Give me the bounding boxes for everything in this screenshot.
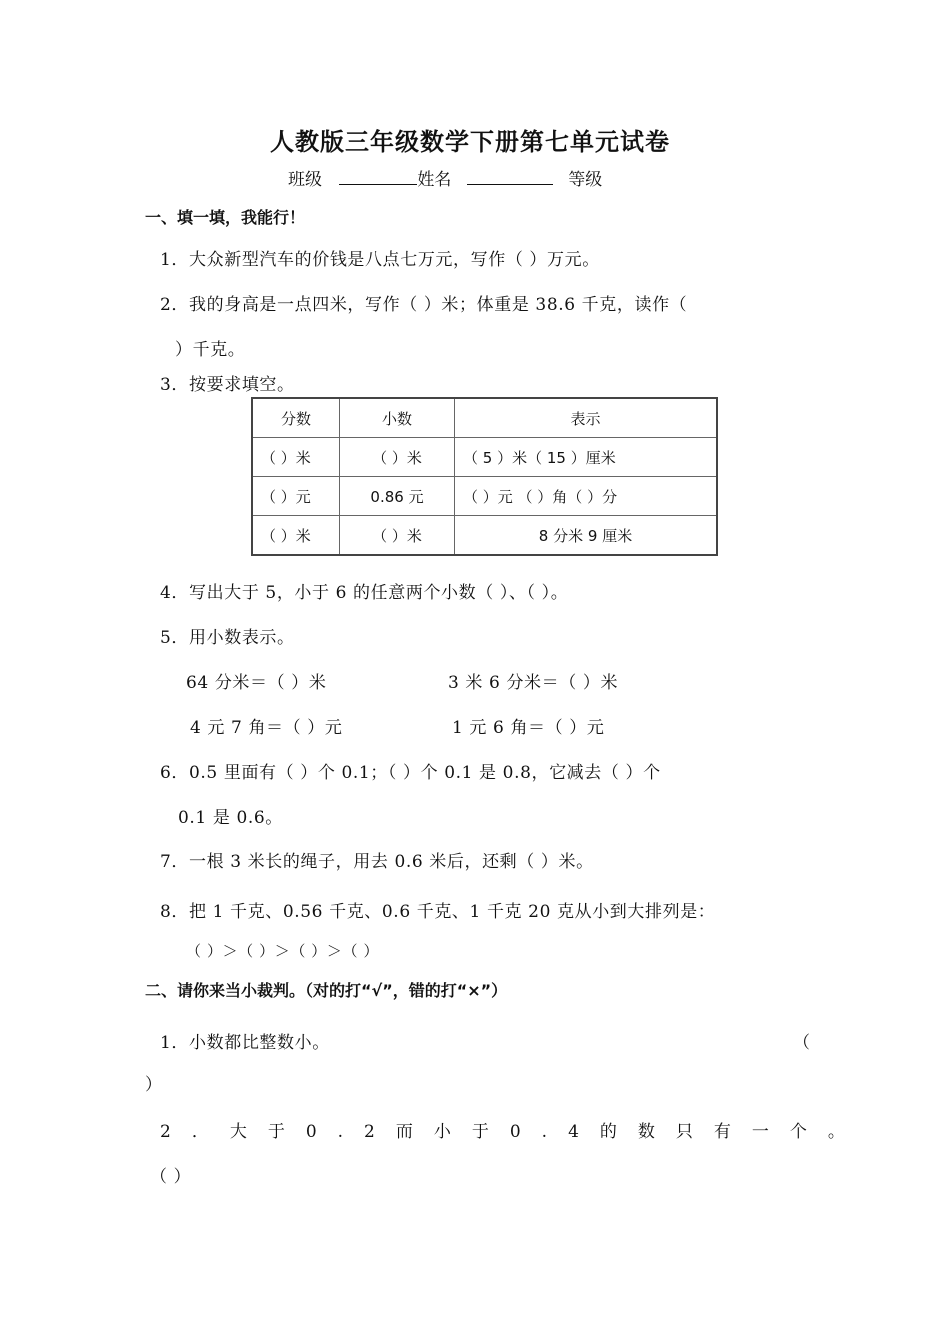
question-6-line-2: 0.1 是 0.6。 xyxy=(178,808,283,828)
judge-answer-1-close[interactable]: ） xyxy=(145,1075,163,1095)
question-7: 7．一根 3 米长的绳子，用去 0.6 米后，还剩（ ）米。 xyxy=(160,852,594,872)
section-1-heading: 一、填一填，我能行！ xyxy=(145,208,306,227)
name-label: 姓名 xyxy=(417,170,452,190)
table-row xyxy=(252,438,717,477)
table-header: 分数 xyxy=(252,398,340,438)
table-cell[interactable]: （ 5 ）米（ 15 ）厘米 xyxy=(455,438,718,477)
student-info-line xyxy=(288,165,602,190)
table-header: 表示 xyxy=(455,398,718,438)
question-5a: 64 分米＝（ ）米 xyxy=(186,673,327,693)
judge-answer-2[interactable]: （ ） xyxy=(150,1167,192,1187)
question-1: 1．大众新型汽车的价钱是八点七万元，写作（ ）万元。 xyxy=(160,250,600,270)
judge-question-2: 2．大于0.2而小于0.4的数只有一个。 xyxy=(160,1122,866,1142)
table-cell[interactable]: （ ）米 xyxy=(340,516,455,556)
table-cell[interactable]: （ ）米 xyxy=(252,438,340,477)
question-3: 3．按要求填空。 xyxy=(160,375,295,395)
question-5d: 1 元 6 角＝（ ）元 xyxy=(452,718,605,738)
table-cell[interactable]: （ ）米 xyxy=(340,438,455,477)
table-cell[interactable]: （ ）元 （ ）角（ ）分 xyxy=(455,477,718,516)
grade-label: 等级 xyxy=(568,170,603,190)
table-header-row xyxy=(252,398,717,438)
table-header: 小数 xyxy=(340,398,455,438)
class-blank[interactable] xyxy=(339,168,417,185)
question-5b: 3 米 6 分米＝（ ）米 xyxy=(448,673,619,693)
class-label: 班级 xyxy=(288,170,322,190)
page-title: 人教版三年级数学下册第七单元试卷 xyxy=(270,127,670,156)
question-8-answer[interactable]: （ ）＞（ ）＞（ ）＞（ ） xyxy=(186,942,380,960)
table-row xyxy=(252,477,717,516)
question-4: 4．写出大于 5，小于 6 的任意两个小数（ ）、（ ）。 xyxy=(160,583,569,603)
question-5c: 4 元 7 角＝（ ）元 xyxy=(190,718,343,738)
question-6-line-1: 6．0.5 里面有（ ）个 0.1；（ ）个 0.1 是 0.8，它减去（ ）个 xyxy=(160,763,661,783)
table-row xyxy=(252,516,717,556)
conversion-table xyxy=(251,397,718,556)
section-2-heading: 二、请你来当小裁判。（对的打“√”，错的打“×”） xyxy=(145,981,508,1000)
question-8: 8．把 1 千克、0.56 千克、0.6 千克、1 千克 20 克从小到大排列是： xyxy=(160,902,716,922)
judge-question-1: 1．小数都比整数小。 xyxy=(160,1033,330,1053)
name-blank[interactable] xyxy=(467,168,553,185)
judge-answer-1-open[interactable]: （ xyxy=(793,1033,811,1053)
table-cell: 8 分米 9 厘米 xyxy=(455,516,718,556)
table-cell: 0.86 元 xyxy=(340,477,455,516)
question-2-line-1: 2．我的身高是一点四米，写作（ ）米；体重是 38.6 千克，读作（ xyxy=(160,295,688,315)
question-2-line-2: ）千克。 xyxy=(175,340,246,360)
table-cell[interactable]: （ ）米 xyxy=(252,516,340,556)
question-5: 5．用小数表示。 xyxy=(160,628,295,648)
table-cell[interactable]: （ ）元 xyxy=(252,477,340,516)
